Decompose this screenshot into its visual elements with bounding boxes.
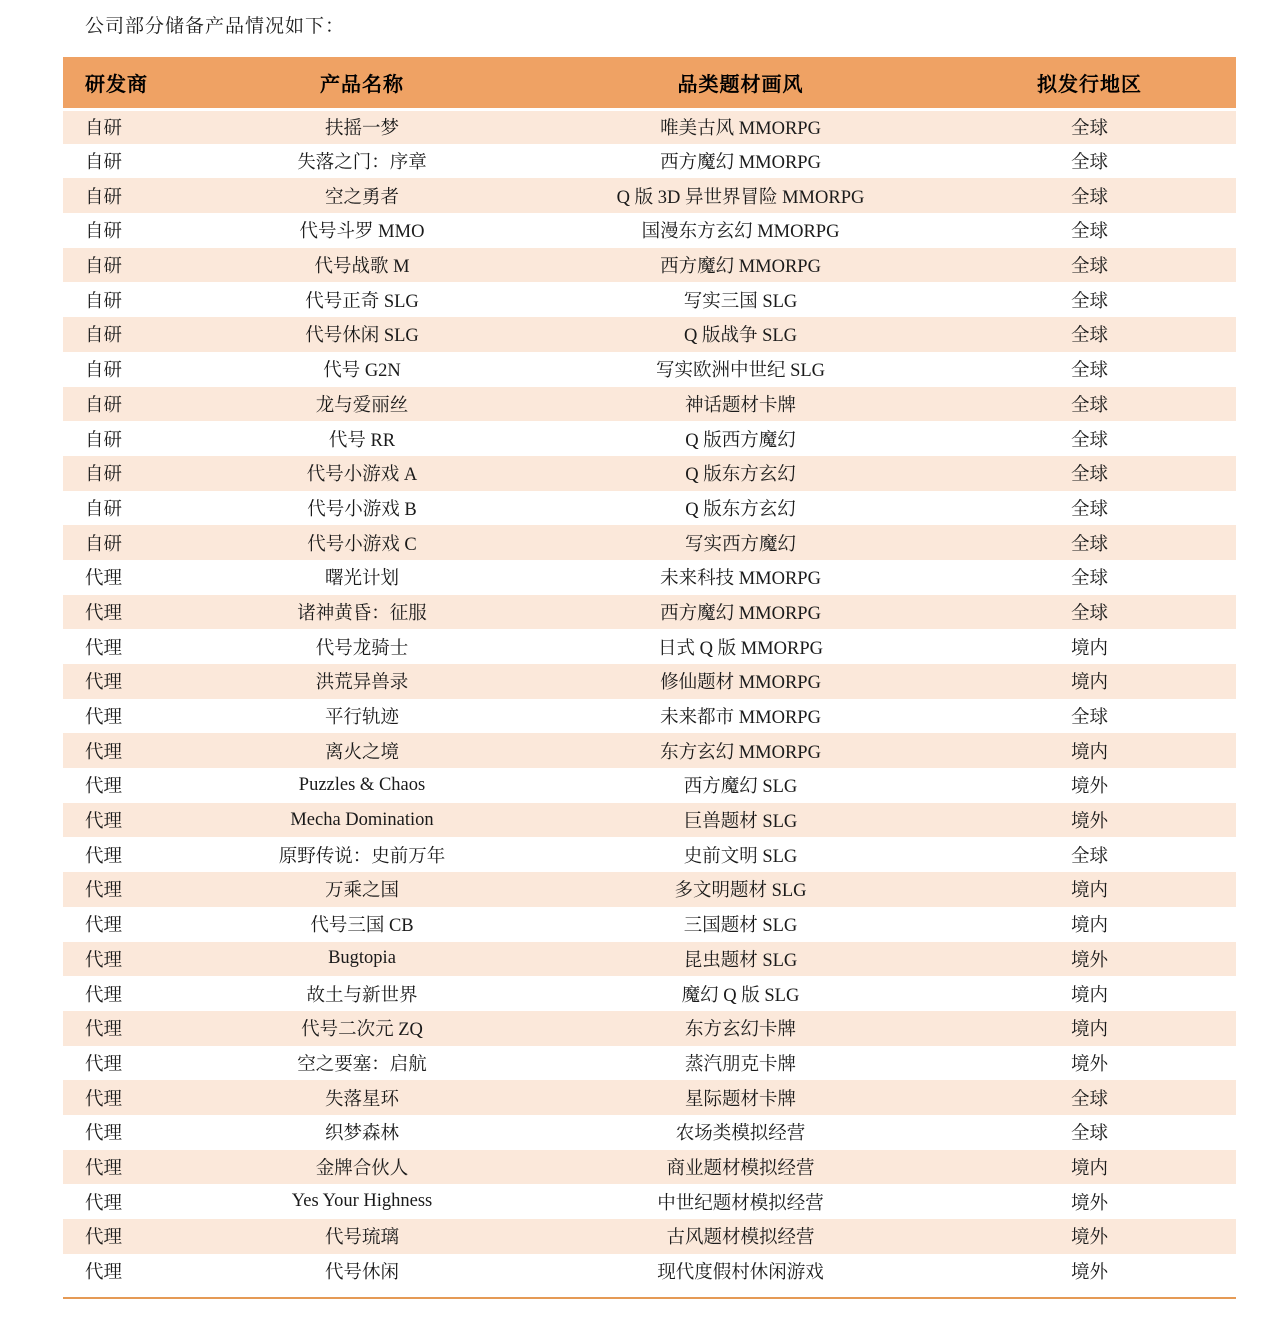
table-cell: 原野传说：史前万年 bbox=[278, 846, 446, 867]
table-row bbox=[63, 178, 1236, 213]
table-cell: 商业题材模拟经营 bbox=[666, 1158, 815, 1179]
table-cell: Q 版东方玄幻 bbox=[685, 465, 796, 486]
table-cell: 神话题材卡牌 bbox=[684, 395, 796, 416]
table-cell: 自研 bbox=[85, 361, 123, 382]
table-cell: 境外 bbox=[1070, 1193, 1108, 1214]
table-cell: 境外 bbox=[1070, 777, 1108, 798]
table-cell: 未来科技 MMORPG bbox=[660, 569, 821, 590]
table-cell: 代号 G2N bbox=[323, 361, 401, 382]
table-cell: 农场类模拟经营 bbox=[675, 1124, 806, 1145]
table-cell: Q 版战争 SLG bbox=[683, 326, 798, 347]
table-cell: 境外 bbox=[1070, 1054, 1108, 1075]
table-row bbox=[63, 456, 1236, 491]
table-cell: 自研 bbox=[85, 291, 123, 312]
table-cell: 古风题材模拟经营 bbox=[666, 1228, 815, 1249]
table-cell: 金牌合伙人 bbox=[315, 1158, 409, 1179]
table-cell: 代理 bbox=[85, 985, 123, 1006]
table-cell: 全球 bbox=[1070, 326, 1108, 347]
table-cell: 代号休闲 SLG bbox=[305, 326, 419, 347]
column-header: 拟发行地区 bbox=[943, 57, 1236, 109]
table-row bbox=[63, 282, 1236, 317]
table-cell: 洪荒异兽录 bbox=[315, 673, 409, 694]
table-cell: 写实欧洲中世纪 SLG bbox=[655, 361, 826, 382]
table-cell: 代理 bbox=[85, 1158, 123, 1179]
table-cell: 代理 bbox=[85, 1020, 123, 1041]
table-row bbox=[63, 1254, 1236, 1289]
table-cell: 织梦森林 bbox=[324, 1124, 399, 1145]
table-cell: 自研 bbox=[85, 326, 123, 347]
table-cell: 自研 bbox=[85, 534, 123, 555]
table-body bbox=[63, 109, 1236, 1288]
table-cell: 代理 bbox=[85, 950, 123, 971]
table-cell: 全球 bbox=[1070, 534, 1108, 555]
table-cell: 全球 bbox=[1070, 153, 1108, 174]
table-row bbox=[63, 837, 1236, 872]
table-cell: 境内 bbox=[1070, 1158, 1108, 1179]
table-cell: 魔幻 Q 版 SLG bbox=[681, 985, 800, 1006]
table-cell: 全球 bbox=[1070, 465, 1108, 486]
table-cell: 多文明题材 SLG bbox=[674, 881, 807, 902]
table-cell: 巨兽题材 SLG bbox=[683, 812, 798, 833]
table-cell: 全球 bbox=[1070, 1089, 1108, 1110]
table-cell: 星际题材卡牌 bbox=[684, 1089, 796, 1110]
table-row bbox=[63, 942, 1236, 977]
table-cell: 代理 bbox=[85, 603, 123, 624]
table-row bbox=[63, 699, 1236, 734]
table-row bbox=[63, 1046, 1236, 1081]
table-cell: 曙光计划 bbox=[324, 569, 399, 590]
table-cell: 代理 bbox=[85, 638, 123, 659]
table-cell: 境内 bbox=[1070, 742, 1108, 763]
table-cell: 代号正奇 SLG bbox=[305, 291, 419, 312]
table-cell: 全球 bbox=[1070, 603, 1108, 624]
table-row bbox=[63, 1080, 1236, 1115]
table-row bbox=[63, 213, 1236, 248]
table-cell: 故土与新世界 bbox=[306, 985, 418, 1006]
table-row bbox=[63, 629, 1236, 664]
table-cell: 万乘之国 bbox=[324, 881, 399, 902]
table-cell: 空之要塞：启航 bbox=[297, 1054, 427, 1075]
table-row bbox=[63, 768, 1236, 803]
table-row bbox=[63, 1115, 1236, 1150]
table-row bbox=[63, 560, 1236, 595]
table-cell: 龙与爱丽丝 bbox=[315, 395, 409, 416]
table-cell: 自研 bbox=[85, 499, 123, 520]
table-row bbox=[63, 907, 1236, 942]
table-cell: 代理 bbox=[85, 1124, 123, 1145]
table-cell: 代理 bbox=[85, 846, 123, 867]
table-row bbox=[63, 317, 1236, 352]
table-cell: 代理 bbox=[85, 916, 123, 937]
table-row bbox=[63, 1150, 1236, 1185]
table-cell: 全球 bbox=[1070, 257, 1108, 278]
table-cell: 西方魔幻 MMORPG bbox=[660, 603, 821, 624]
table-cell: Q 版西方魔幻 bbox=[685, 430, 796, 451]
table-cell: 代号 RR bbox=[328, 430, 396, 451]
table-cell: Q 版东方玄幻 bbox=[685, 499, 796, 520]
table-row bbox=[63, 1219, 1236, 1254]
table-cell: 唯美古风 MMORPG bbox=[660, 119, 821, 140]
table-cell: 现代度假村休闲游戏 bbox=[657, 1263, 824, 1284]
table-cell: 写实三国 SLG bbox=[683, 291, 798, 312]
table-row bbox=[63, 664, 1236, 699]
table-cell: 代号三国 CB bbox=[310, 916, 414, 937]
table-row bbox=[63, 595, 1236, 630]
table-cell: 东方玄幻卡牌 bbox=[684, 1020, 796, 1041]
table-cell: 代号小游戏 C bbox=[307, 534, 417, 555]
page-title: 公司部分储备产品情况如下： bbox=[85, 16, 346, 37]
table-cell: 东方玄幻 MMORPG bbox=[660, 742, 821, 763]
table-cell: Mecha Domination bbox=[290, 809, 434, 830]
table-cell: 蒸汽朋克卡牌 bbox=[684, 1054, 796, 1075]
table-row bbox=[63, 1011, 1236, 1046]
table-cell: 境外 bbox=[1070, 950, 1108, 971]
table-cell: 全球 bbox=[1070, 499, 1108, 520]
table-cell: 西方魔幻 MMORPG bbox=[660, 153, 821, 174]
table-cell: 代理 bbox=[85, 812, 123, 833]
table-cell: 全球 bbox=[1070, 569, 1108, 590]
table-cell: 境内 bbox=[1070, 985, 1108, 1006]
column-header: 研发商 bbox=[63, 57, 186, 109]
table-header bbox=[63, 57, 1236, 109]
table-cell: 境外 bbox=[1070, 1228, 1108, 1249]
table-cell: Bugtopia bbox=[328, 948, 396, 969]
table-cell: 全球 bbox=[1070, 187, 1108, 208]
table-cell: 境外 bbox=[1070, 812, 1108, 833]
table-cell: 代理 bbox=[85, 881, 123, 902]
table-cell: 西方魔幻 MMORPG bbox=[660, 257, 821, 278]
table-cell: 自研 bbox=[85, 222, 123, 243]
table-cell: 代号小游戏 A bbox=[306, 465, 418, 486]
table-cell: 代号龙骑士 bbox=[315, 638, 409, 659]
table-cell: 全球 bbox=[1070, 222, 1108, 243]
table-cell: 自研 bbox=[85, 465, 123, 486]
table-cell: 代理 bbox=[85, 1054, 123, 1075]
table-row bbox=[63, 387, 1236, 422]
table-cell: 失落之门：序章 bbox=[297, 153, 427, 174]
table-cell: 昆虫题材 SLG bbox=[683, 950, 798, 971]
table-row bbox=[63, 872, 1236, 907]
reserve-products-table-wrap bbox=[63, 57, 1236, 1299]
table-cell: 扶摇一梦 bbox=[324, 119, 399, 140]
table-row bbox=[63, 248, 1236, 283]
table-cell: 未来都市 MMORPG bbox=[660, 708, 821, 729]
table-cell: 失落星环 bbox=[324, 1089, 399, 1110]
table-cell: 自研 bbox=[85, 430, 123, 451]
table-cell: 境内 bbox=[1070, 916, 1108, 937]
table-cell: 自研 bbox=[85, 119, 123, 140]
table-cell: 代理 bbox=[85, 1089, 123, 1110]
table-cell: 自研 bbox=[85, 257, 123, 278]
table-cell: Yes Your Highness bbox=[291, 1191, 433, 1212]
table-cell: 修仙题材 MMORPG bbox=[660, 673, 821, 694]
table-cell: 全球 bbox=[1070, 430, 1108, 451]
table-cell: 全球 bbox=[1070, 1124, 1108, 1145]
table-cell: 史前文明 SLG bbox=[683, 846, 798, 867]
table-row bbox=[63, 109, 1236, 144]
table-cell: 代理 bbox=[85, 742, 123, 763]
table-cell: 写实西方魔幻 bbox=[684, 534, 796, 555]
column-header: 品类题材画风 bbox=[538, 57, 943, 109]
table-cell: 全球 bbox=[1070, 361, 1108, 382]
table-cell: 代号二次元 ZQ bbox=[301, 1020, 423, 1041]
table-cell: 三国题材 SLG bbox=[683, 916, 798, 937]
table-cell: 代理 bbox=[85, 569, 123, 590]
table-cell: 代理 bbox=[85, 708, 123, 729]
table-cell: 代理 bbox=[85, 1228, 123, 1249]
table-cell: 全球 bbox=[1070, 846, 1108, 867]
table-cell: 自研 bbox=[85, 395, 123, 416]
table-row bbox=[63, 1184, 1236, 1219]
table-cell: Q 版 3D 异世界冒险 MMORPG bbox=[616, 187, 865, 208]
table-row bbox=[63, 352, 1236, 387]
table-cell: 代号斗罗 MMO bbox=[299, 222, 425, 243]
table-cell: 代理 bbox=[85, 1193, 123, 1214]
table-cell: 代号休闲 bbox=[324, 1263, 399, 1284]
table-row bbox=[63, 976, 1236, 1011]
table-cell: 中世纪题材模拟经营 bbox=[657, 1193, 824, 1214]
table-cell: 国漫东方玄幻 MMORPG bbox=[641, 222, 840, 243]
table-cell: 全球 bbox=[1070, 119, 1108, 140]
table-cell: 境内 bbox=[1070, 638, 1108, 659]
table-cell: 代理 bbox=[85, 1263, 123, 1284]
table-cell: 全球 bbox=[1070, 708, 1108, 729]
table-cell: 全球 bbox=[1070, 291, 1108, 312]
table-cell: 全球 bbox=[1070, 395, 1108, 416]
table-cell: 平行轨迹 bbox=[324, 708, 399, 729]
table-cell: 境外 bbox=[1070, 1263, 1108, 1284]
table-cell: 境内 bbox=[1070, 673, 1108, 694]
table-cell: 诸神黄昏：征服 bbox=[297, 603, 427, 624]
table-cell: 自研 bbox=[85, 187, 123, 208]
table-cell: 日式 Q 版 MMORPG bbox=[658, 638, 823, 659]
table-row bbox=[63, 421, 1236, 456]
column-header: 产品名称 bbox=[186, 57, 538, 109]
table-cell: 代号琉璃 bbox=[324, 1228, 399, 1249]
table-cell: 自研 bbox=[85, 153, 123, 174]
table-row bbox=[63, 803, 1236, 838]
table-row bbox=[63, 525, 1236, 560]
table-cell: 空之勇者 bbox=[324, 187, 399, 208]
table-cell: 西方魔幻 SLG bbox=[683, 777, 798, 798]
table-cell: 境内 bbox=[1070, 881, 1108, 902]
table-cell: 境内 bbox=[1070, 1020, 1108, 1041]
table-row bbox=[63, 491, 1236, 526]
table-cell: 离火之境 bbox=[324, 742, 399, 763]
table-row bbox=[63, 144, 1236, 179]
reserve-products-table bbox=[63, 57, 1236, 1288]
table-cell: 代理 bbox=[85, 777, 123, 798]
table-row bbox=[63, 733, 1236, 768]
table-cell: 代理 bbox=[85, 673, 123, 694]
table-cell: Puzzles & Chaos bbox=[298, 774, 426, 795]
table-cell: 代号战歌 M bbox=[314, 257, 410, 278]
header-row bbox=[63, 57, 1236, 109]
table-cell: 代号小游戏 B bbox=[307, 499, 417, 520]
